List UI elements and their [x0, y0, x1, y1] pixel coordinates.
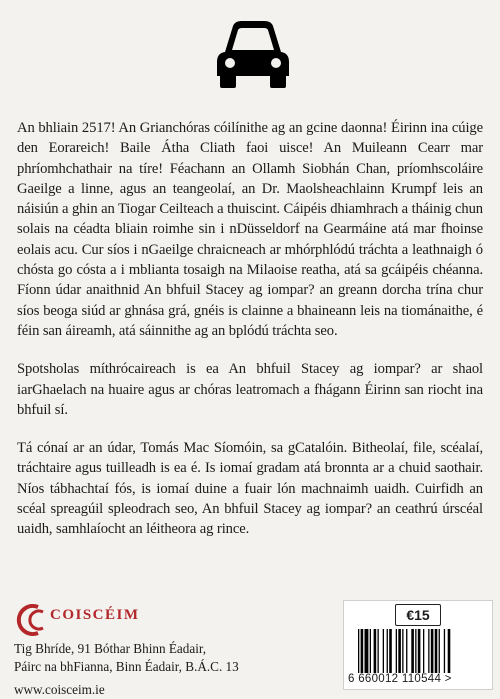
- publisher-block: [14, 602, 334, 699]
- barcode-bar: [396, 629, 397, 673]
- barcode-bar: [411, 629, 414, 673]
- barcode-bar: [361, 629, 364, 673]
- barcode-bar: [418, 629, 421, 673]
- barcode-bar: [378, 629, 379, 673]
- blurb-paragraph-2: Spotsholas míthrócaireach is ea An bhfuil Stacey ag iompar? ar shaol iarGhaelach na huaire agus ar chóras leatromach a fhágann Éirinn san riocht ina bhfuil sí.: [17, 361, 483, 418]
- barcode-bar: [358, 629, 359, 673]
- car-icon: [211, 18, 295, 88]
- barcode-bar: [431, 629, 434, 673]
- barcode-bar: [406, 629, 407, 673]
- publisher-logo-icon: [14, 602, 50, 638]
- blurb-paragraph-3: Tá cónaí ar an údar, Tomás Mac Síomóin, sa gCatalóin. Bitheolaí, file, scéalaí, tráchtaire agus tuilleadh is ea é. Is iomaí gradam atá bronnta ar a chuid saothair. Níos tábhachtaí fós, is iomaí duine a fuair lón machnaimh uaidh. Cuirfidh an scéal spreagúil spleodrach seo, An bhfuil Stacey ag iompar? an ceathrú úrscéal uaidh, samhlaíocht an léitheora ag rince.: [17, 440, 483, 538]
- barcode-bar: [444, 629, 445, 673]
- barcode-bar: [402, 629, 403, 673]
- publisher-website: www.coisceim.ie: [14, 682, 105, 697]
- barcode-bar: [387, 629, 388, 673]
- barcode-bar: [398, 629, 401, 673]
- barcode-bar: [423, 629, 424, 673]
- blurb-paragraph-1: An bhliain 2517! An Grianchóras cóilínithe ag an gcine daonna! Éirinn ina cúige den Eorareich! Baile Átha Cliath faoi uisce! An Muileann Cearr mar phríomhchathair na tíre! Féachann an Ollamh Siobhán Chan, príomhscoláire Gaeilge a linne, agus an teangeolaí, an Dr. Maolsheachlainn Krumpf leis an náisiún a ghin an Tiogar Ceilteach a thuiscint. Cáipéis dhiamhrach a tháinig chun solais na céadta bliain roimhe sin i nDüsseldorf na Gearmáine atá mar fhoinse eolais acu. Cur síos i nGaeilge chraicneach ar mhórphlódú tráchta a leathnaigh ó chósta go cósta a i mblianta tosaigh na Milaoise reatha, atá sa gcáipéis chéanna. Fíonn údar anaithnid An bhfuil Stacey ag iompar? an greann dorcha trína chur síos beoga siúd ar ghnása grá, gnéis is clainne a bhaineann leis na tiománaithe, é féin san áireamh, atá sáinnithe ag an bplódú tráchta seo.: [17, 120, 483, 339]
- barcode-bar: [435, 629, 438, 673]
- barcode-bar: [374, 629, 377, 673]
- address-line-1: Tig Bhríde, 91 Bóthar Bhinn Éadair,: [14, 641, 207, 656]
- barcode-bar: [370, 629, 371, 673]
- barcode-bar: [365, 629, 369, 673]
- barcode: [358, 629, 480, 673]
- barcode-bar: [439, 629, 440, 673]
- publisher-logo: [14, 602, 334, 640]
- publisher-address: [14, 640, 334, 699]
- barcode-bar: [428, 629, 429, 673]
- barcode-bar: [415, 629, 416, 673]
- address-line-2: Páirc na bhFianna, Binn Éadair, B.Á.C. 13: [14, 658, 239, 674]
- barcode-label: [343, 600, 493, 690]
- publisher-name: COISCÉIM: [50, 607, 140, 623]
- price-tag: €15: [395, 604, 441, 626]
- barcode-bar: [389, 629, 392, 673]
- barcode-bar: [448, 629, 451, 673]
- back-cover-blurb: [17, 118, 483, 558]
- barcode-bar: [383, 629, 384, 673]
- barcode-digits: 6 660012 110544 >: [348, 673, 452, 685]
